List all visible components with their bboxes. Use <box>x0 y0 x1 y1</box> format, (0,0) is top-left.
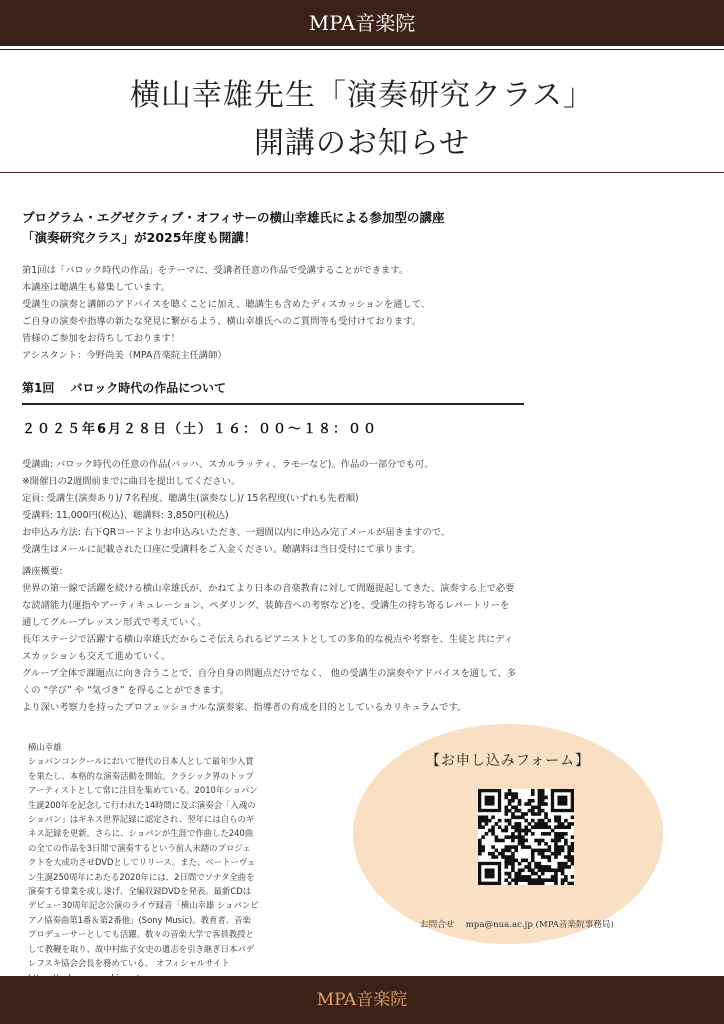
profile-line: ン生誕250周年にあたる2020年には、2日間でソナタ全曲を <box>28 871 255 882</box>
application-form-label: 【お申し込みフォーム】 <box>425 753 591 769</box>
profile-line: ショパンコンクールにおいて歴代の日本人として最年少入賞 <box>28 756 254 767</box>
overview-line: より深い考察力を持ったプロフェッショナルな演奏家、指導者の育成を目的としているカリキュラムです。 <box>22 702 467 713</box>
overview-heading: 講座概要: <box>22 566 63 577</box>
details-line: 定員: 受講生(演奏あり)/ 7名程度、聴講生(演奏なし)/ 15名程度(いずれも先着順) <box>22 493 359 504</box>
profile-name: 横山幸雄 <box>28 742 62 752</box>
profile-line: アーティストとして常に注目を集めている。2010年ショパン <box>28 785 258 796</box>
contact-info: お問合せ mpa@nua.ac.jp (MPA音楽院事務局) <box>420 920 614 930</box>
profile-line: を果たし、本格的な演奏活動を開始。クラシック界のトップ <box>28 770 254 781</box>
profile-line: プロデューサーとしても活躍。数々の音楽大学で客員教授と <box>28 929 254 940</box>
overview-line: くの “学び” や “気づき” を得ることができます。 <box>22 685 229 696</box>
header-divider <box>0 49 724 50</box>
footer-brand: MPA音楽院 <box>316 990 408 1010</box>
intro-line: 受講生の演奏と講師のアドバイスを聴くことに加え、聴講生も含めたディスカッションを通して、 <box>22 299 431 310</box>
intro-line: アシスタント：今野尚美（MPA音楽院主任講師） <box>22 350 227 361</box>
session-date: ２０２５年6月２８日（土）１６：００〜１８：００ <box>22 422 379 437</box>
lead-line1: プログラム・エグゼクティブ・オフィサーの横山幸雄氏による参加型の講座 <box>22 210 445 225</box>
details-block <box>22 456 712 558</box>
overview-line: 長年ステージで活躍する横山幸雄氏だからこそ伝えられるピアニストとしての多角的な視点や考察を、生徒と共にディ <box>22 634 514 645</box>
overview-line: 世界の第一線で活躍を続ける横山幸雄氏が、かねてより日本の音楽教育に対して問題提起してきた、演奏する上で必要 <box>22 583 515 594</box>
footer-bar <box>0 976 724 1024</box>
overview-line: グループ全体で課題点に向き合うことで、自分自身の問題点だけでなく、 他の受講生の演奏やアドバイスを通して、多 <box>22 668 517 679</box>
profile-line: クトを大成功させDVDとしてリリース。また、ベートーヴェ <box>28 857 256 868</box>
profile-line: して教鞭を取り、故中村紘子女史の遺志を引き継ぎ日本パデ <box>28 943 255 954</box>
profile-line: の全ての作品を3日間で演奏するという前人未踏のプロジェ <box>28 842 251 853</box>
overview-line: 通してグループレッスン形式で考えていく。 <box>22 617 207 628</box>
details-line: 受講料: 11,000円(税込)、聴講料: 3,850円(税込) <box>22 510 229 521</box>
intro-line: ご自身の演奏や指導の新たな発見に繋がるよう、横山幸雄氏へのご質問等も受付けております。 <box>22 316 422 327</box>
profile-line: ショパン」はギネス世界記録に認定され、翌年には自らのギ <box>28 814 255 825</box>
details-line: 受講生はメールに記載された口座に受講料をご入金ください。聴講料は当日受付にて承ります。 <box>22 544 421 555</box>
intro-block <box>22 262 712 364</box>
overview-line: スカッションも交えて進めていく。 <box>22 651 171 662</box>
profile-block <box>28 740 296 985</box>
page-title-line1: 横山幸雄先生「演奏研究クラス」 <box>129 78 595 113</box>
qr-code-icon[interactable] <box>478 789 574 885</box>
session-divider <box>22 403 524 405</box>
lead-line2: 「演奏研究クラス」が2025年度も開講！ <box>22 230 257 245</box>
title-divider <box>0 172 724 173</box>
profile-line: レフスキ協会会長を務めている。 オフィシャルサイト <box>28 958 230 969</box>
details-line: ※開催日の2週間前までに曲目を提出してください。 <box>22 476 241 487</box>
qr-code-graphic <box>478 789 574 885</box>
header-bar <box>0 0 724 46</box>
overview-line: な読譜能力(運指やアーティキュレーション、ペダリング、装飾音への考察など)を、受講生の持ち寄るレパートリーを <box>22 600 510 611</box>
profile-line: デビュー30周年記念公演のライヴ録音「横山幸雄 ショパンピ <box>28 900 259 911</box>
intro-line: 第1回は「バロック時代の作品」をテーマに、受講者任意の作品で受講することができます。 <box>22 265 409 276</box>
profile-line: 生誕200年を記念して行われた14時間に及ぶ演奏会「入魂の <box>28 799 256 810</box>
header-brand: MPA音楽院 <box>308 11 416 35</box>
intro-line: 本講座は聴講生も募集しています。 <box>22 282 171 293</box>
profile-line: アノ協奏曲第1番＆第2番他」(Sony Music)。教育者、音楽 <box>28 914 251 925</box>
details-line: お申込み方法: 右下QRコードよりお申込みいただき、一週間以内に申込み完了メールが届きますので、 <box>22 527 451 538</box>
profile-line: ネス記録を更新。さらに、ショパンが生涯で作曲した240曲 <box>28 828 254 839</box>
session-title: 第1回 バロック時代の作品について <box>22 381 227 395</box>
intro-line: 皆様のご参加をお待ちしております！ <box>22 333 181 344</box>
overview-block <box>22 563 712 716</box>
page-title-line2: 開講のお知らせ <box>253 126 471 161</box>
profile-line: 演奏する偉業を成し遂げ、全編収録DVDを発表。最新CDは <box>28 886 252 897</box>
details-line: 受講曲: バロック時代の任意の作品(バッハ、スカルラッティ、ラモーなど)。作品の一部分でも可。 <box>22 459 434 470</box>
